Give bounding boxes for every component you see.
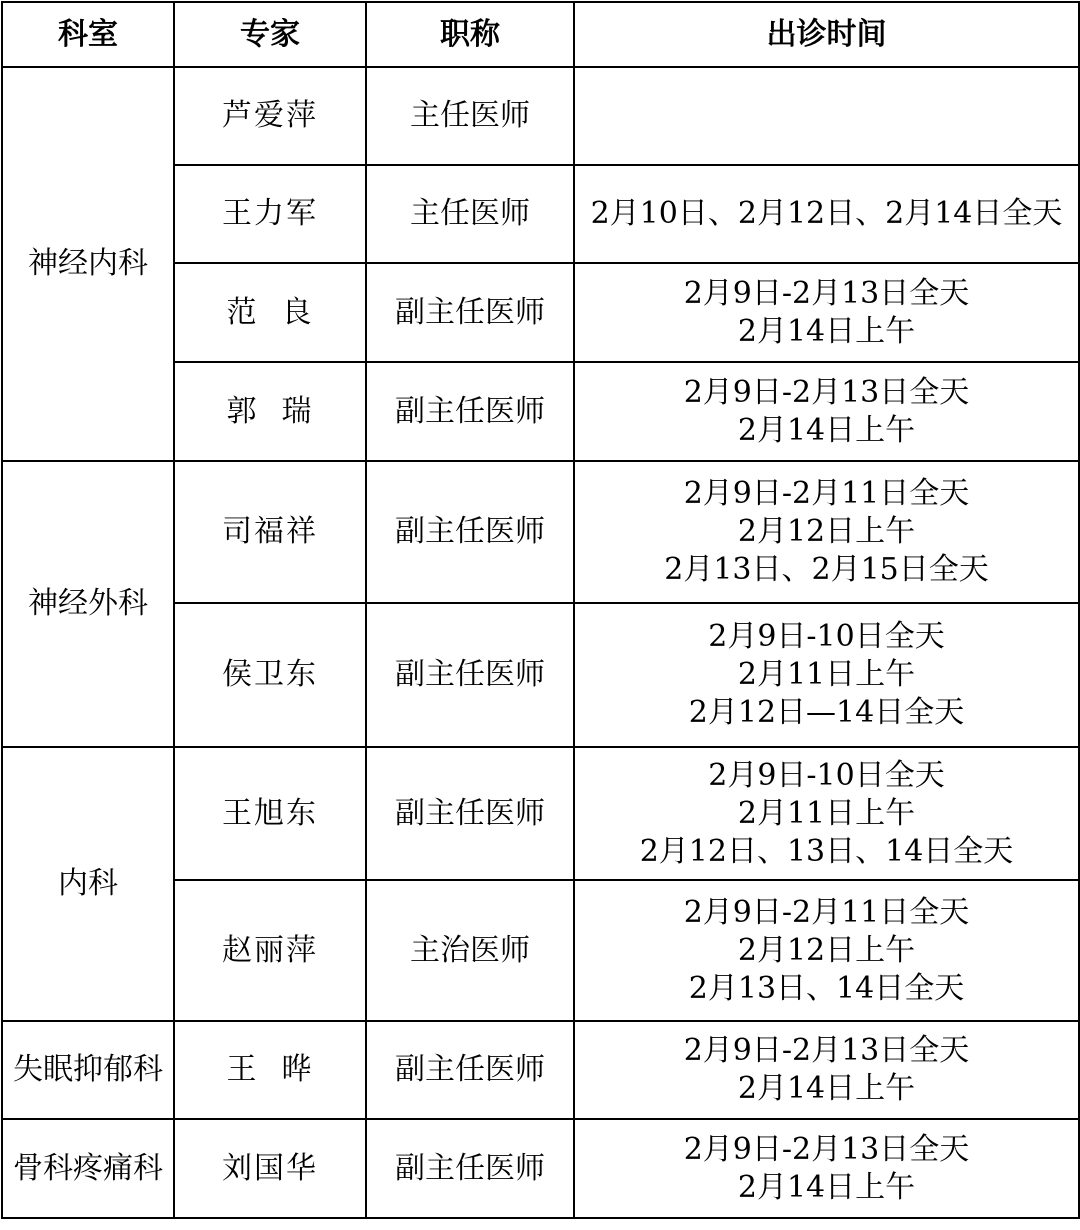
schedule-line: 2月14日上午	[737, 1071, 916, 1106]
table-row	[2, 461, 1079, 603]
expert-cell: 王 晔	[174, 1021, 366, 1119]
expert-cell: 王力军	[174, 165, 366, 263]
schedule-cell	[574, 263, 1079, 362]
department-cell: 失眠抑郁科	[2, 1021, 174, 1119]
schedule-line: 2月14日上午	[737, 313, 916, 349]
expert-cell: 侯卫东	[174, 603, 366, 747]
department-cell: 内科	[2, 747, 174, 1021]
title-cell: 副主任医师	[366, 1021, 574, 1119]
schedule-line: 2月9日-2月11日全天	[683, 476, 970, 511]
header-row	[2, 2, 1079, 67]
expert-cell: 郭 瑞	[174, 362, 366, 461]
schedule-cell	[574, 747, 1079, 880]
schedule-line: 2月12日、13日、14日全天	[639, 833, 1014, 869]
title-cell: 副主任医师	[366, 263, 574, 362]
schedule-line: 2月9日-2月13日全天	[683, 1131, 970, 1167]
schedule-line: 2月14日上午	[737, 412, 916, 448]
title-cell: 主任医师	[366, 67, 574, 165]
title-cell: 副主任医师	[366, 461, 574, 603]
schedule-line: 2月12日上午	[737, 514, 916, 549]
schedule-line: 2月9日-2月13日全天	[683, 275, 970, 311]
expert-cell: 司福祥	[174, 461, 366, 603]
table-header	[2, 2, 1079, 67]
header-schedule: 出诊时间	[574, 2, 1079, 67]
table-row	[2, 747, 1079, 880]
schedule-cell	[574, 165, 1079, 263]
schedule-table	[1, 1, 1080, 1219]
schedule-line: 2月9日-10日全天	[708, 757, 945, 793]
schedule-line: 2月9日-2月11日全天	[683, 894, 970, 930]
schedule-cell	[574, 362, 1079, 461]
expert-cell: 赵丽萍	[174, 880, 366, 1021]
title-cell: 主任医师	[366, 165, 574, 263]
schedule-line: 2月13日、2月15日全天	[664, 552, 989, 587]
schedule-cell	[574, 461, 1079, 603]
schedule-cell	[574, 880, 1079, 1021]
title-cell: 副主任医师	[366, 1119, 574, 1218]
department-cell: 神经外科	[2, 461, 174, 747]
table-body	[2, 67, 1079, 1218]
schedule-cell	[574, 1021, 1079, 1119]
schedule-line: 2月14日上午	[737, 1169, 916, 1205]
schedule-line: 2月11日上午	[737, 657, 916, 692]
schedule-line: 2月9日-10日全天	[708, 619, 945, 654]
schedule-cell	[574, 603, 1079, 747]
schedule-line: 2月12日—14日全天	[688, 695, 965, 730]
expert-cell: 刘国华	[174, 1119, 366, 1218]
title-cell: 副主任医师	[366, 362, 574, 461]
schedule-line: 2月11日上午	[737, 795, 916, 831]
title-cell: 副主任医师	[366, 603, 574, 747]
schedule-line: 2月9日-2月13日全天	[683, 1033, 970, 1068]
schedule-line: 2月12日上午	[737, 932, 916, 968]
department-cell: 神经内科	[2, 67, 174, 461]
table-row	[2, 1021, 1079, 1119]
expert-cell: 芦爱萍	[174, 67, 366, 165]
table-row	[2, 1119, 1079, 1218]
header-expert: 专家	[174, 2, 366, 67]
schedule-cell	[574, 67, 1079, 165]
schedule-line: 2月9日-2月13日全天	[683, 374, 970, 410]
schedule-line: 2月13日、14日全天	[688, 970, 965, 1006]
schedule-line: 2月10日、2月12日、2月14日全天	[590, 196, 1063, 231]
schedule-cell	[574, 1119, 1079, 1218]
expert-cell: 王旭东	[174, 747, 366, 880]
title-cell: 副主任医师	[366, 747, 574, 880]
header-department: 科室	[2, 2, 174, 67]
expert-cell: 范 良	[174, 263, 366, 362]
table-row	[2, 67, 1079, 165]
header-title: 职称	[366, 2, 574, 67]
department-cell: 骨科疼痛科	[2, 1119, 174, 1218]
title-cell: 主治医师	[366, 880, 574, 1021]
